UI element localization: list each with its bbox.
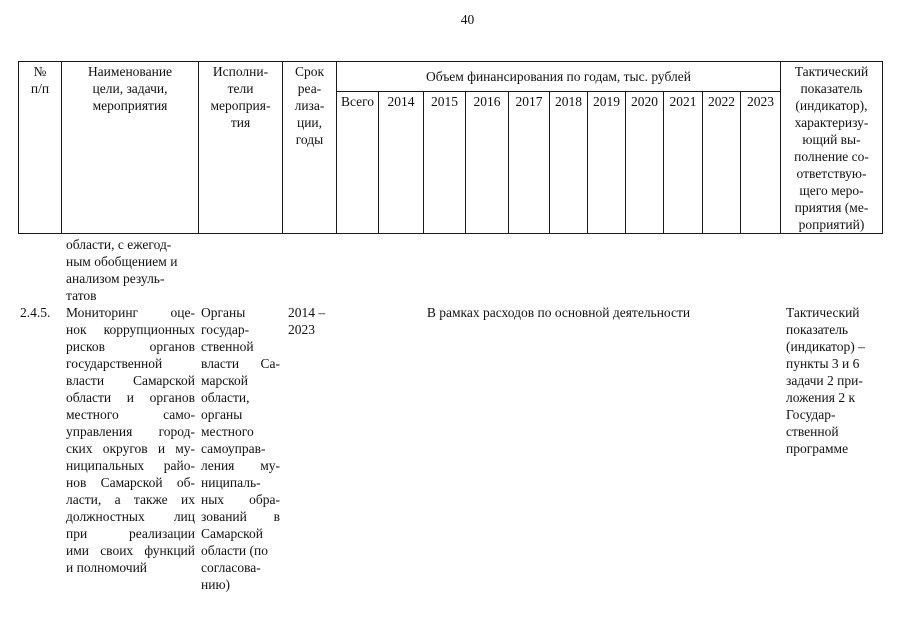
row-name-line: нов Самарской об- bbox=[66, 475, 195, 490]
header-year: 2018 bbox=[555, 94, 582, 109]
row-name-line: ниципальных райо- bbox=[66, 458, 195, 473]
header-total: Всего bbox=[340, 94, 375, 109]
row-term: 2014 – 2023 bbox=[288, 305, 326, 337]
header-term: Срок реа- лиза- ции, годы bbox=[294, 64, 325, 147]
row-name-line: ими своих функций bbox=[66, 543, 195, 558]
row-name-line: управления город- bbox=[66, 424, 195, 439]
header-financing: Объем финансирования по годам, тыс. рублей bbox=[426, 69, 691, 84]
row-name-line: должностных лиц bbox=[66, 509, 195, 524]
header-year: 2015 bbox=[431, 94, 458, 109]
header-year: 2017 bbox=[515, 94, 543, 109]
header-name: Наименование цели, задачи, мероприятия bbox=[87, 64, 173, 113]
header-year: 2019 bbox=[593, 94, 620, 109]
row-indicator: Тактический показатель (индикатор) – пункты 3 и 6 задачи 2 при- ложения 2 к Государ- ственной программе bbox=[786, 305, 865, 456]
header-year: 2022 bbox=[708, 94, 735, 109]
row-name-line: и полномочий bbox=[66, 560, 148, 575]
row-name-line: при реализации bbox=[66, 526, 195, 541]
row-name-line: власти Самарской bbox=[66, 373, 195, 388]
row-name-line: местного само- bbox=[66, 407, 195, 422]
header-indicator: Тактический показатель (индикатор), характеризу- ющий вы- полнение со- ответствую- щего меро- приятия (ме- роприятий) bbox=[794, 64, 869, 232]
row-name-line: ских округов и му- bbox=[66, 441, 195, 456]
page-number: 40 bbox=[460, 12, 475, 27]
row-executors: Органы государ- ственной власти Са- марской области, органы местного самоуправ- ления му- ниципаль- ных обра- зований в Самарской области (по согласова- нию) bbox=[201, 305, 280, 592]
row-name-line: ласти, а также их bbox=[66, 492, 195, 507]
header-year: 2016 bbox=[473, 94, 501, 109]
header-year: 2021 bbox=[669, 94, 697, 109]
row-name-line: государственной bbox=[66, 356, 163, 371]
row-financing: В рамках расходов по основной деятельности bbox=[426, 305, 691, 320]
row-name-line: рисков органов bbox=[66, 339, 195, 354]
header-year: 2023 bbox=[747, 94, 774, 109]
row-name-line: области и органов bbox=[66, 390, 195, 405]
header-year: 2020 bbox=[631, 94, 658, 109]
row-name-line: Мониторинг оце- bbox=[66, 305, 195, 320]
header-executors: Исполни- тели мероприя- тия bbox=[210, 64, 271, 130]
continuation-text: области, с ежегод- ным обобщением и анализом резуль- татов bbox=[66, 237, 178, 303]
header-number: № п/п bbox=[30, 64, 50, 96]
row-name bbox=[66, 304, 195, 576]
row-name-line: нок коррупционных bbox=[66, 322, 195, 337]
row-number: 2.4.5. bbox=[20, 305, 51, 320]
header-year: 2014 bbox=[387, 94, 415, 109]
